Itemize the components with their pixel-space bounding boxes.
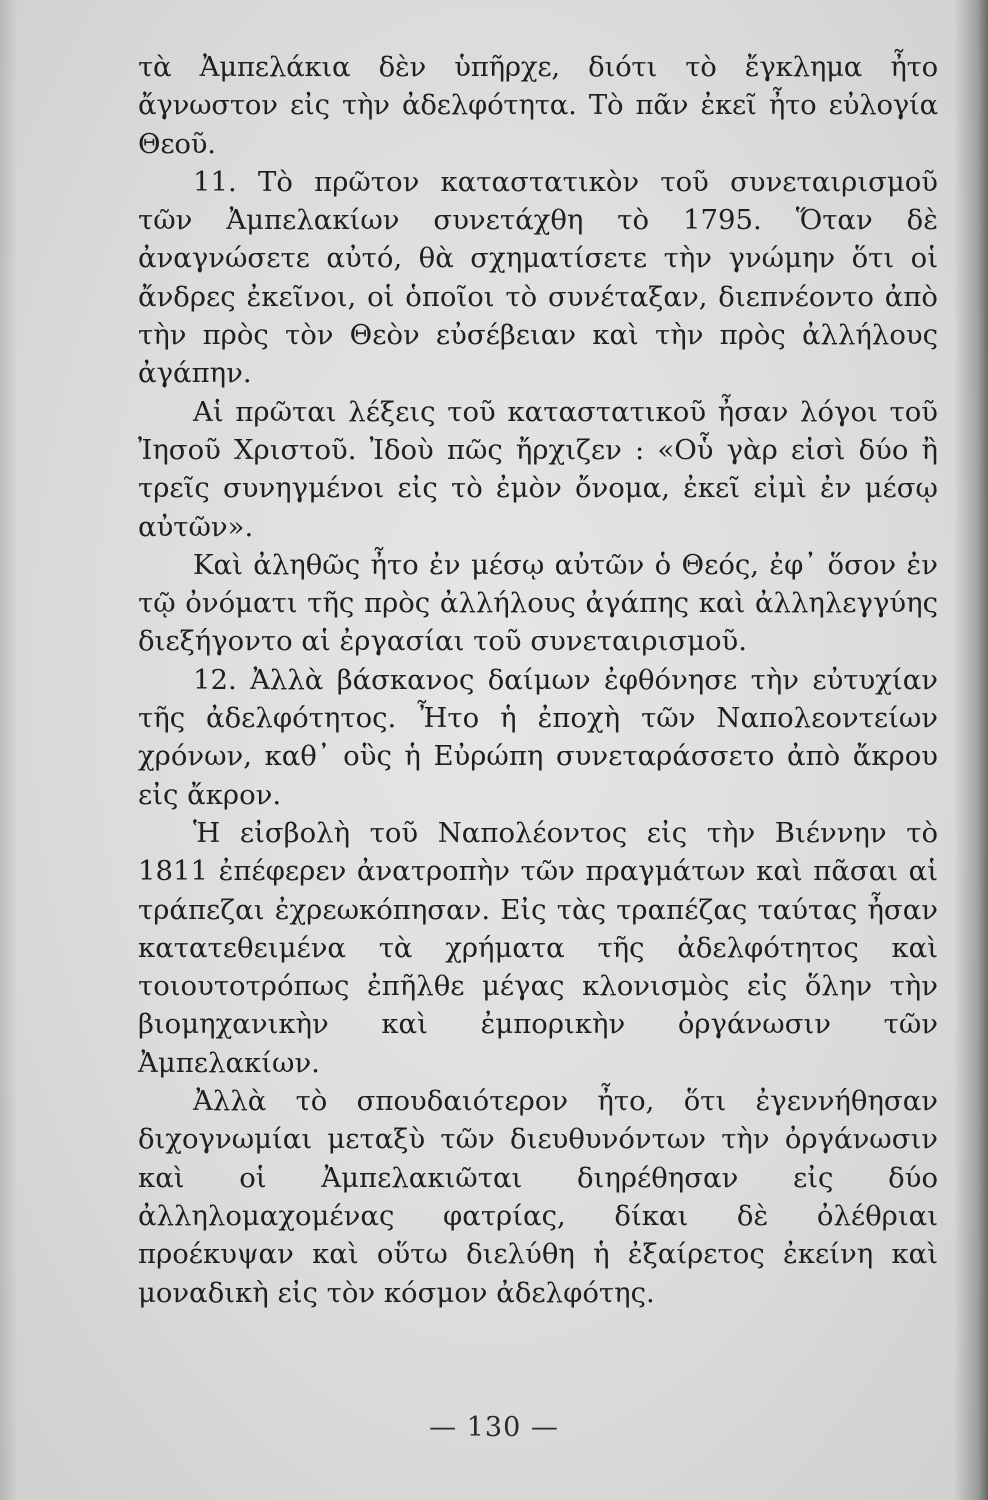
paragraph-god-among-them: Καὶ ἀληθῶς ἦτο ἐν μέσῳ αὐτῶν ὁ Θεός, ἐφ᾿ ὅσον ἐν τῷ ὀνόματι τῆς πρὸς ἀλλήλους ἀγάπης καὶ ἀλληλεγγύης διεξήγοντο αἱ ἐργασίαι τοῦ συνεταιρισμοῦ. xyxy=(138,548,938,658)
page-edge-shadow xyxy=(954,0,988,1500)
paragraph-statute-words: Αἱ πρῶται λέξεις τοῦ καταστατικοῦ ἦσαν λόγοι τοῦ Ἰησοῦ Χριστοῦ. Ἰδοὺ πῶς ἤρχιζεν : «Οὗ γὰρ εἰσὶ δύο ἢ τρεῖς συνηγμένοι εἰς τὸ ἐμὸν ὄνομα, ἐκεῖ εἰμὶ ἐν μέσῳ αὐτῶν». xyxy=(138,395,938,543)
body-text xyxy=(138,48,938,1312)
page-number: — 130 — xyxy=(429,1412,559,1443)
gutter-shadow xyxy=(0,0,18,1500)
paragraph-napoleon-vienna: Ἡ εἰσβολὴ τοῦ Ναπολέοντος εἰς τὴν Βιέννην τὸ 1811 ἐπέφερεν ἀνατροπὴν τῶν πραγμάτων καὶ πᾶσαι αἱ τράπεζαι ἐχρεωκόπησαν. Εἰς τὰς τραπέζας ταύτας ἦσαν κατατεθειμένα τὰ χρήματα τῆς ἀδελφότητος καὶ τοιουτοτρόπως ἐπῆλθε μέγας κλονισμὸς εἰς ὅλην τὴν βιομηχανικὴν καὶ ἐμπορικὴν ὀργάνωσιν τῶν Ἀμπελακίων. xyxy=(138,816,938,1079)
paragraph-section-12: 12. Ἀλλὰ βάσκανος δαίμων ἐφθόνησε τὴν εὐτυχίαν τῆς ἀδελφότητος. Ἦτο ἡ ἐποχὴ τῶν Ναπολεοντείων χρόνων, καθ᾿ οὓς ἡ Εὐρώπη συνεταράσσετο ἀπὸ ἄκρου εἰς ἄκρον. xyxy=(138,663,938,811)
paragraph-dissolution: Ἀλλὰ τὸ σπουδαιότερον ἦτο, ὅτι ἐγεννήθησαν διχογνωμίαι μεταξὺ τῶν διευθυνόντων τὴν ὀργάνωσιν καὶ οἱ Ἀμπελακιῶται διηρέθησαν εἰς δύο ἀλληλομαχομένας φατρίας, δίκαι δὲ ὀλέθριαι προέκυψαν καὶ οὕτω διελύθη ἡ ἐξαίρετος ἐκείνη καὶ μοναδικὴ εἰς τὸν κόσμον ἀδελφότης. xyxy=(138,1085,938,1309)
paragraph-section-11: 11. Τὸ πρῶτον καταστατικὸν τοῦ συνεταιρισμοῦ τῶν Ἀμπελακίων συνετάχθη τὸ 1795. Ὅταν δὲ ἀναγνώσετε αὐτό, θὰ σχηματίσετε τὴν γνώμην ὅτι οἱ ἄνδρες ἐκεῖνοι, οἱ ὁποῖοι τὸ συνέταξαν, διεπνέοντο ἀπὸ τὴν πρὸς τὸν Θεὸν εὐσέβειαν καὶ τὴν πρὸς ἀλλήλους ἀγάπην. xyxy=(138,165,938,390)
paragraph-continuation: τὰ Ἀμπελάκια δὲν ὑπῆρχε, διότι τὸ ἔγκλημα ἦτο ἄγνωστον εἰς τὴν ἀδελφότητα. Τὸ πᾶν ἐκεῖ ἦτο εὐλογία Θεοῦ. xyxy=(138,51,938,160)
